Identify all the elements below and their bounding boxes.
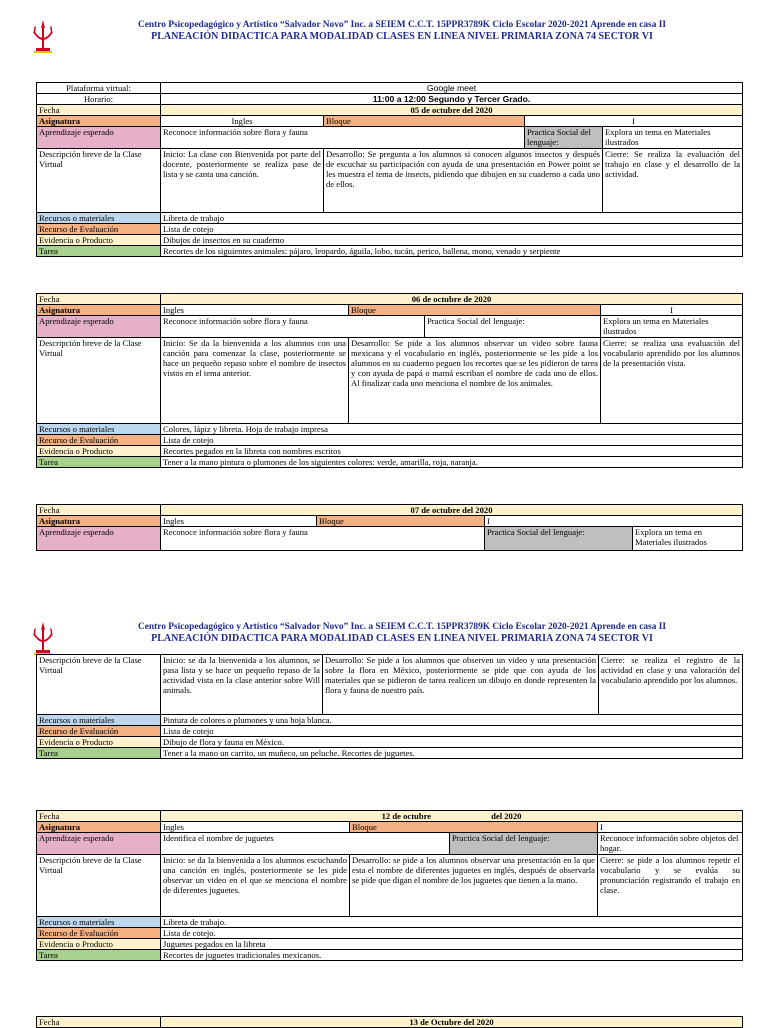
planning-table-oct-12	[36, 810, 743, 961]
tarea-label: Tarea	[37, 457, 161, 468]
fecha-label: Fecha	[37, 294, 161, 305]
asignatura-label: Asignatura	[37, 516, 161, 527]
practica-label: Practica Social del lenguaje:	[425, 316, 601, 338]
fecha-label: Fecha	[37, 1017, 161, 1028]
fecha-day: 12 de octubre	[381, 811, 432, 821]
practica-value: Explora un tema en Materiales ilustrados	[601, 316, 743, 338]
asignatura-value: Ingles	[161, 822, 350, 833]
evaluacion-value: Lista de cotejo	[161, 435, 743, 446]
practica-label: Practica Social del lenguaje:	[525, 127, 603, 149]
horario-value: 11:00 a 12:00 Segundo y Tercer Grado.	[161, 94, 743, 105]
evidencia-value: Recortes pegados en la libreta con nombres escritos	[161, 446, 743, 457]
document-header	[30, 18, 750, 58]
planning-table-oct-07-continued	[36, 654, 743, 759]
cierre-text: Cierre: se realiza el registro de la actividad en clase y una valoración del vocabulario aprendido por los alumnos.	[599, 655, 743, 715]
asignatura-label: Asignatura	[37, 305, 161, 316]
cierre-text: Cierre: Se realiza la evaluación del trabajo en clase y el desarrollo de la actividad.	[603, 149, 743, 213]
aprendizaje-label: Aprendizaje esperado	[37, 527, 161, 551]
evidencia-value: Dibujo de flora y fauna en México.	[161, 737, 743, 748]
bloque-label: Bloque	[324, 116, 525, 127]
asignatura-value: Ingles	[161, 116, 324, 127]
bloque-label: Bloque	[349, 305, 601, 316]
evaluacion-label: Recurso de Evaluación	[37, 726, 161, 737]
aprendizaje-value: Reconoce información sobre flora y fauna	[161, 316, 425, 338]
aprendizaje-value: Reconoce información sobre flora y fauna	[161, 527, 485, 551]
recursos-label: Recursos o materiales	[37, 213, 161, 224]
aprendizaje-label: Aprendizaje esperado	[37, 127, 161, 149]
recursos-value: Pintura de colores o plumones y una hoja blanca.	[161, 715, 743, 726]
tarea-label: Tarea	[37, 950, 161, 961]
desarrollo-text: Desarrollo: Se pide a los alumnos que observen un video y una presentación sobre la flora en México, posteriormente se pide que con ayuda de los materiales que se pidieron de tarea realicen un dibujo en donde representen la flora y fauna de nuestro país.	[323, 655, 599, 715]
inicio-text: Inicio: Se da la bienvenida a los alumnos con una canción para comenzar la clase, posteriormente se hace un pequeño repaso sobre el nombre de insectos vistos en el tema anterior.	[161, 338, 349, 424]
aprendizaje-label: Aprendizaje esperado	[37, 833, 161, 855]
tarea-value: Recortes de los siguientes animales: pájaro, leopardo, águila, lobo, tucán, perico, ballena, mono, venado y serpiente	[161, 246, 743, 257]
evidencia-value: Dibujos de insectos en su cuaderno	[161, 235, 743, 246]
aprendizaje-value: Reconoce información sobre flora y fauna	[161, 127, 525, 149]
evidencia-label: Evidencia o Producto	[37, 235, 161, 246]
school-logo-icon	[30, 18, 56, 54]
desarrollo-text: Desarrollo: Se pregunta a los alumnos si conocen algunos insectos y después de escuchar su participación con ayuda de una presentación en Power point se les muestra el tema de insects, pidiendo que dibujen en su cuaderno a cada uno de ellos.	[324, 149, 603, 213]
practica-value: Explora un tema en Materiales ilustrados	[633, 527, 743, 551]
evidencia-label: Evidencia o Producto	[37, 446, 161, 457]
planning-table-oct-05	[36, 82, 743, 257]
evidencia-value: Juguetes pegados en la libreta	[161, 939, 743, 950]
plataforma-value: Google meet	[161, 83, 743, 94]
fecha-value: 05 de octubre del 2020	[161, 105, 743, 116]
header-school-line: Centro Psicopedagógico y Artístico “Salvador Novo” Inc. a SEIEM C.C.T. 15PPR3789K Ciclo Escolar 2020-2021 Aprende en casa II	[137, 20, 667, 30]
fecha-label: Fecha	[37, 505, 161, 516]
descripcion-label: Descripción breve de la Clase Virtual	[37, 149, 161, 213]
recursos-label: Recursos o materiales	[37, 424, 161, 435]
evidencia-label: Evidencia o Producto	[37, 737, 161, 748]
recursos-value: Colores, lápiz y libreta. Hoja de trabajo impresa	[161, 424, 743, 435]
tarea-value: Tener a la mano pintura o plumones de los siguientes colores: verde, amarilla, roja, naranja.	[161, 457, 743, 468]
bloque-value: I	[598, 822, 743, 833]
fecha-value: 06 de octubre de 2020	[161, 294, 743, 305]
inicio-text: Inicio: se da la bienvenida a los alumnos escuchando una canción en inglés, posteriormente se les pide observar un video en el que se menciona el nombre de diferentes juguetes.	[161, 855, 350, 917]
descripcion-label: Descripción breve de la Clase Virtual	[37, 655, 161, 715]
horario-label: Horario:	[37, 94, 161, 105]
recursos-label: Recursos o materiales	[37, 917, 161, 928]
tarea-value: Recortes de juguetes tradicionales mexicanos.	[161, 950, 743, 961]
inicio-text: Inicio: La clase con Bienvenida por parte del docente, posteriormente se realiza pase de lista y se canta una canción.	[161, 149, 324, 213]
aprendizaje-value: Identifica el nombre de juguetes	[161, 833, 450, 855]
fecha-value	[161, 811, 743, 822]
desarrollo-text: Desarrollo: se pide a los alumnos observar una presentación en la que esta el nombre de diferentes juguetes en inglés, después de observarla se pide que digan el nombre de los juguetes que tienen a la mano.	[350, 855, 598, 917]
recursos-value: Libreta de trabajo.	[161, 917, 743, 928]
practica-value: Explora un tema en Materiales ilustrados	[603, 127, 743, 149]
evaluacion-value: Lista de cotejo	[161, 224, 743, 235]
bloque-value: I	[601, 305, 743, 316]
fecha-value: 07 de octubre del 2020	[161, 505, 743, 516]
evaluacion-value: Lista de cotejo.	[161, 928, 743, 939]
fecha-year: del 2020	[491, 811, 522, 821]
fecha-label: Fecha	[37, 105, 161, 116]
asignatura-value: Ingles	[161, 516, 317, 527]
practica-label: Practica Social del lenguaje:	[450, 833, 598, 855]
evaluacion-label: Recurso de Evaluación	[37, 435, 161, 446]
cierre-text: Cierre: se realiza una evaluación del vocabulario aprendido por los alumnos de la presentación vista.	[601, 338, 743, 424]
cierre-text: Cierre: se pide a los alumnos repetir el vocabulario y se evalúa su pronunciación registrando el trabajo en clase.	[598, 855, 743, 917]
plataforma-label: Plataforma virtual:	[37, 83, 161, 94]
aprendizaje-label: Aprendizaje esperado	[37, 316, 161, 338]
tarea-label: Tarea	[37, 246, 161, 257]
evaluacion-value: Lista de cotejo	[161, 726, 743, 737]
descripcion-label: Descripción breve de la Clase Virtual	[37, 338, 161, 424]
tarea-value: Tener a la mano un carrito, un muñeco, un peluche. Recortes de juguetes.	[161, 748, 743, 759]
evaluacion-label: Recurso de Evaluación	[37, 224, 161, 235]
bloque-value: I	[525, 116, 743, 127]
school-logo-icon	[30, 620, 56, 656]
recursos-value: Libreta de trabajo	[161, 213, 743, 224]
descripcion-label: Descripción breve de la Clase Virtual	[37, 855, 161, 917]
fecha-value: 13 de Octubre del 2020	[161, 1017, 743, 1028]
bloque-label: Bloque	[350, 822, 598, 833]
desarrollo-text: Desarrollo: Se pide a los alumnos observar un video sobre fauna mexicana y el vocabulario en inglés, posteriormente se les pide a los alumnos en su cuaderno peguen los recortes que se les pidieron de tarea y con ayuda de papá o mamá escriban el nombre de cada uno de ellos. Al finalizar cada uno menciona el nombre de los animales.	[349, 338, 601, 424]
evaluacion-label: Recurso de Evaluación	[37, 928, 161, 939]
practica-value: Reconoce información sobre objetos del hogar.	[598, 833, 743, 855]
inicio-text: Inicio: se da la bienvenida a los alumnos, se pasa lista y se hace un pequeño repaso de la actividad vista en la clase anterior sobre Will animals.	[161, 655, 323, 715]
planning-table-oct-07	[36, 504, 743, 551]
planning-table-oct-06	[36, 293, 743, 468]
asignatura-value: Ingles	[161, 305, 349, 316]
bloque-value: I	[485, 516, 743, 527]
tarea-label: Tarea	[37, 748, 161, 759]
fecha-label: Fecha	[37, 811, 161, 822]
header-title-line: PLANEACIÓN DIDACTICA PARA MODALIDAD CLASES EN LINEA NIVEL PRIMARIA ZONA 74 SECTOR VI	[151, 31, 653, 42]
evidencia-label: Evidencia o Producto	[37, 939, 161, 950]
planning-table-oct-13	[36, 1016, 743, 1028]
header-title-line: PLANEACIÓN DIDACTICA PARA MODALIDAD CLASES EN LINEA NIVEL PRIMARIA ZONA 74 SECTOR VI	[151, 633, 653, 644]
recursos-label: Recursos o materiales	[37, 715, 161, 726]
practica-label: Practica Social del lenguaje:	[485, 527, 633, 551]
bloque-label: Bloque	[317, 516, 485, 527]
asignatura-label: Asignatura	[37, 822, 161, 833]
header-school-line: Centro Psicopedagógico y Artístico “Salvador Novo” Inc. a SEIEM C.C.T. 15PPR3789K Ciclo Escolar 2020-2021 Aprende en casa II	[137, 622, 667, 632]
asignatura-label: Asignatura	[37, 116, 161, 127]
